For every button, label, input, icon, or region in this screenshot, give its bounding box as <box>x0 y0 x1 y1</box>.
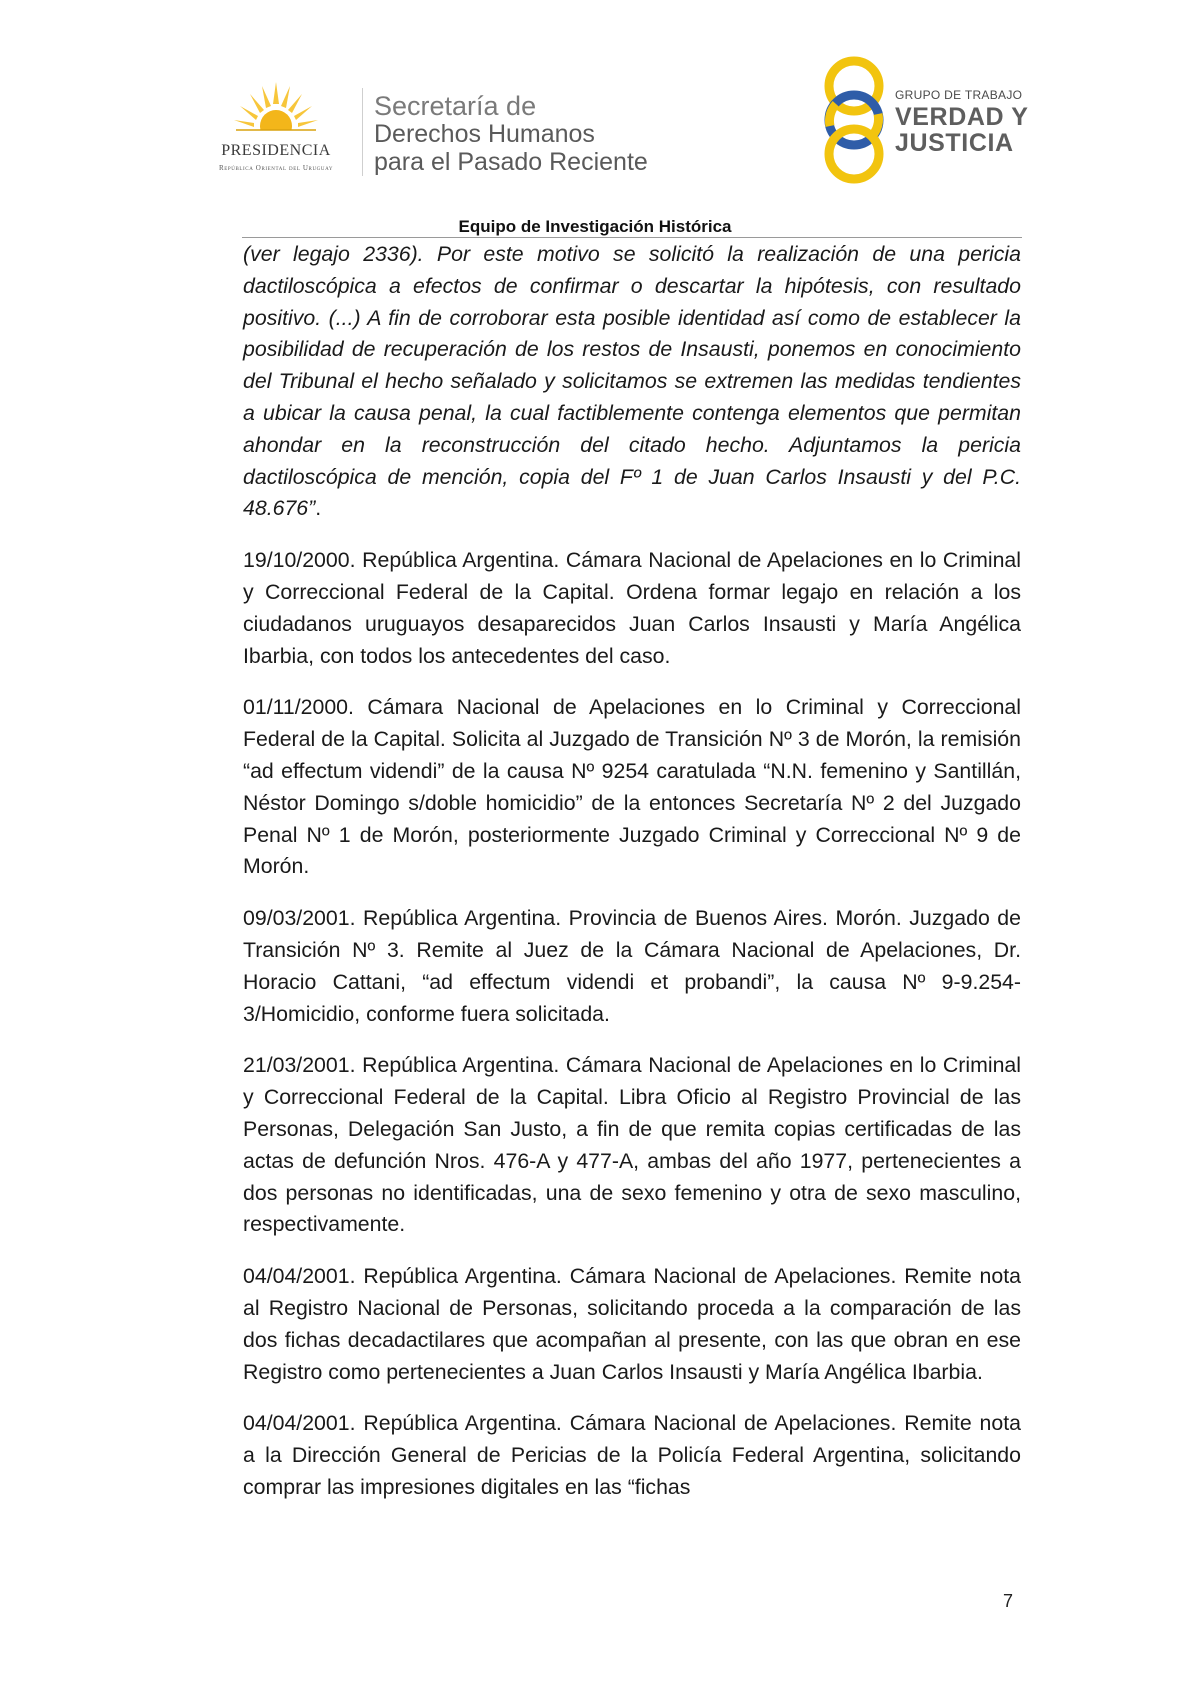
sun-icon <box>232 80 320 142</box>
entry-paragraph: 01/11/2000. Cámara Nacional de Apelaciones en lo Criminal y Correccional Federal de la Capital. Solicita al Juzgado de Transición Nº 3 de Morón, la remisión “ad effectum videndi” de la causa Nº 9254 caratulada “N.N. femenino y Santillán, Néstor Domingo s/doble homicidio” de la entonces Secretaría Nº 2 del Juzgado Penal Nº 1 de Morón, posteriormente Juzgado Criminal y Correccional Nº 9 de Morón. <box>243 695 1021 879</box>
presidencia-subtitle: República Oriental del Uruguay <box>218 164 334 172</box>
page-header <box>0 0 1190 240</box>
logo-divider <box>362 88 363 176</box>
presidencia-wordmark: PRESIDENCIA <box>221 142 331 159</box>
presidencia-logo <box>196 80 356 180</box>
verdad-justicia-logo <box>818 56 1038 184</box>
quote-end: . <box>315 496 322 521</box>
entry-paragraph: 04/04/2001. República Argentina. Cámara Nacional de Apelaciones. Remite nota al Registro Nacional de Personas, solicitando proceda a la comparación de las dos fichas decadactilares que acompañan al presente, con las que obran en ese Registro como pertenecientes a Juan Carlos Insausti y María Angélica Ibarbia. <box>243 1264 1021 1384</box>
document-body <box>243 239 1021 1524</box>
grupo-label: GRUPO DE TRABAJO <box>895 88 1023 102</box>
secretaria-line-1: Secretaría de <box>374 91 537 121</box>
equipo-heading: Equipo de Investigación Histórica <box>458 217 732 236</box>
entry-paragraph: 09/03/2001. República Argentina. Provincia de Buenos Aires. Morón. Juzgado de Transición Nº 3. Remite al Juez de la Cámara Nacional de Apelaciones, Dr. Horacio Cattani, “ad effectum videndi et probandi”, la causa Nº 9-9.254-3/Homicidio, conforme fuera solicitada. <box>243 906 1021 1026</box>
rings-icon <box>818 56 890 184</box>
header-rule <box>242 237 1022 238</box>
quote-paragraph <box>243 239 1021 525</box>
page-number: 7 <box>1003 1591 1014 1611</box>
grupo-title-line-2: JUSTICIA <box>895 129 1014 157</box>
grupo-title-line-1: VERDAD Y <box>895 103 1029 131</box>
secretaria-line-3: para el Pasado Reciente <box>374 148 648 176</box>
entry-paragraph: 19/10/2000. República Argentina. Cámara Nacional de Apelaciones en lo Criminal y Correccional Federal de la Capital. Ordena formar legajo en relación a los ciudadanos uruguayos desaparecidos Juan Carlos Insausti y María Angélica Ibarbia, con todos los antecedentes del caso. <box>243 548 1021 668</box>
entry-paragraph: 04/04/2001. República Argentina. Cámara Nacional de Apelaciones. Remite nota a la Dirección General de Pericias de la Policía Federal Argentina, solicitando comprar las impresiones digitales en las “fichas <box>243 1411 1021 1499</box>
entry-paragraph: 21/03/2001. República Argentina. Cámara Nacional de Apelaciones en lo Criminal y Correccional Federal de la Capital. Libra Oficio al Registro Provincial de las Personas, Delegación San Justo, a fin de que remita copias certificadas de las actas de defunción Nros. 476-A y 477-A, ambas del año 1977, pertenecientes a dos personas no identificadas, una de sexo femenino y otra de sexo masculino, respectivamente. <box>243 1053 1021 1237</box>
quote-text: (ver legajo 2336). Por este motivo se solicitó la realización de una pericia dactiloscópica a efectos de confirmar o descartar la hipótesis, con resultado positivo. (...) A fin de corroborar esta posible identidad así como de establecer la posibilidad de recuperación de los restos de Insausti, ponemos en conocimiento del Tribunal el hecho señalado y solicitamos se extremen las medidas tendientes a ubicar la causa penal, la cual factiblemente contenga elementos que permitan ahondar en la reconstrucción del citado hecho. Adjuntamos la pericia dactiloscópica de mención, copia del Fº 1 de Juan Carlos Insausti y del P.C. 48.676” <box>243 242 1021 521</box>
secretaria-logo-text <box>374 92 648 176</box>
secretaria-line-2: Derechos Humanos <box>374 120 595 148</box>
